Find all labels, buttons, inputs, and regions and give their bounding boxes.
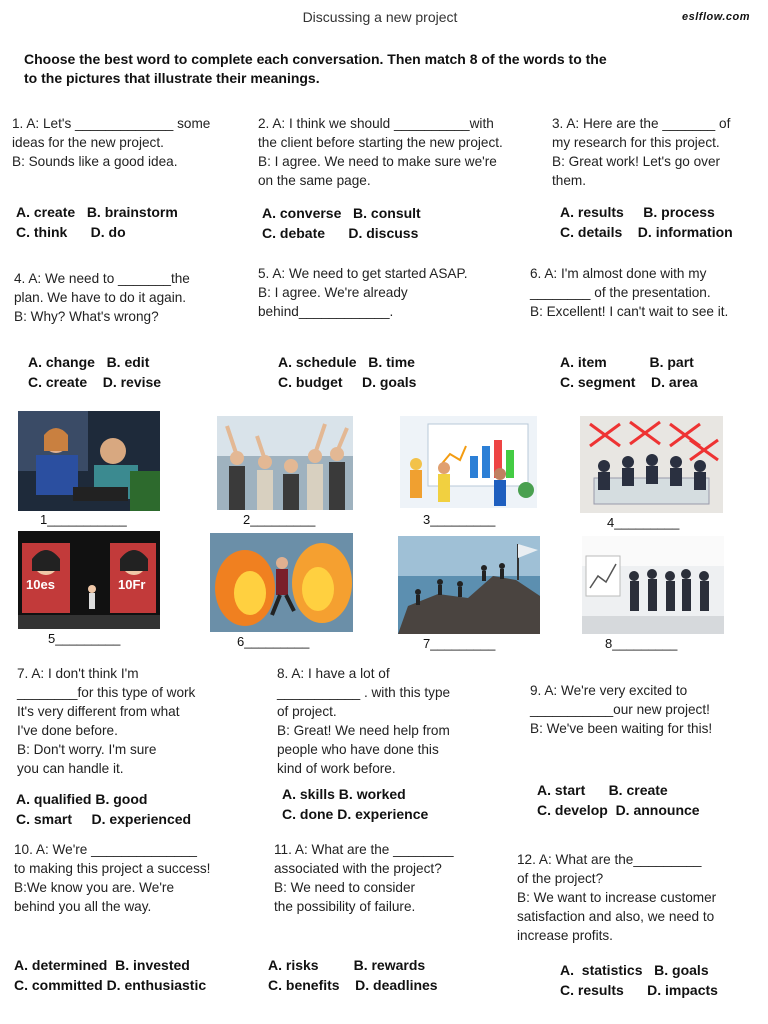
question-2-options: A. converse B. consult C. debate D. discuss — [262, 205, 421, 241]
page-title: Discussing a new project — [302, 9, 458, 25]
office-standing-icon — [582, 536, 724, 634]
laptop-team-icon — [18, 411, 160, 511]
question-10-text: 10. A: We're ______________ to making this project a success! B:We know you are. We're behind you all the way. — [14, 842, 211, 914]
svg-text:10es: 10es — [26, 577, 55, 592]
question-4-options: A. change B. edit C. create D. revise — [28, 354, 162, 390]
picture-2 — [217, 416, 353, 510]
question-1-text: 1. A: Let's _____________ some ideas for the new project. B: Sounds like a good idea. — [12, 116, 211, 169]
question-4-text: 4. A: We need to _______the plan. We have to do it again. B: Why? What's wrong? — [14, 271, 190, 324]
question-7-options: A. qualified B. good C. smart D. experienced — [16, 791, 192, 827]
presentation-chart-icon — [400, 416, 537, 508]
picture-2-label: 2_________ — [243, 512, 316, 527]
mountain-climb-icon — [398, 536, 540, 634]
planning-table-icon — [580, 416, 723, 513]
picture-8 — [582, 536, 724, 634]
picture-5 — [18, 531, 160, 629]
question-11-options: A. risks B. rewards C. benefits D. deadlines — [268, 957, 438, 993]
question-6-options: A. item B. part C. segment D. area — [560, 354, 698, 390]
picture-6-label: 6_________ — [237, 634, 310, 649]
question-8-options: A. skills B. worked C. done D. experience — [282, 786, 429, 822]
stage-speaker-icon — [18, 531, 160, 629]
picture-3 — [400, 416, 537, 508]
question-10-options: A. determined B. invested C. committed D. enthusiastic — [14, 957, 207, 993]
fire-jump-icon — [210, 533, 353, 632]
question-11-text: 11. A: What are the ________ associated with the project? B: We need to consider the possibility of failure. — [274, 842, 454, 914]
picture-3-label: 3_________ — [423, 512, 496, 527]
picture-4-label: 4_________ — [607, 515, 680, 530]
instructions — [24, 50, 724, 88]
picture-1 — [18, 411, 160, 511]
picture-1-label: 1___________ — [40, 512, 127, 527]
picture-7-label: 7_________ — [423, 636, 496, 651]
question-3-options: A. results B. process C. details D. information — [560, 204, 733, 240]
question-3-text: 3. A: Here are the _______ of my research for this project. B: Great work! Let's go over them. — [552, 116, 731, 188]
picture-8-label: 8_________ — [605, 636, 678, 651]
question-5-options: A. schedule B. time C. budget D. goals — [278, 354, 417, 390]
question-9-text: 9. A: We're very excited to ___________our new project! B: We've been waiting for this! — [530, 683, 713, 736]
picture-4 — [580, 416, 723, 513]
picture-6 — [210, 533, 353, 632]
svg-text:10Fr: 10Fr — [118, 577, 146, 592]
question-8-text: 8. A: I have a lot of ___________ . with this type of project. B: Great! We need help from people who have done this kind of work before. — [277, 666, 451, 776]
question-5-text: 5. A: We need to get started ASAP. B: I agree. We're already behind____________. — [258, 266, 468, 319]
celebration-icon — [217, 416, 353, 510]
picture-7 — [398, 536, 540, 634]
question-9-options: A. start B. create C. develop D. announce — [537, 782, 700, 818]
question-12-options: A. statistics B. goals C. results D. impacts — [560, 962, 718, 998]
instructions-text: Choose the best word to complete each conversation. Then match 8 of the words to the to the pictures that illustrate their meanings. — [24, 51, 607, 86]
question-12-text: 12. A: What are the_________ of the project? B: We want to increase customer satisfaction and also, we need to increase profits. — [517, 852, 717, 943]
picture-5-label: 5_________ — [48, 631, 121, 646]
question-1-options: A. create B. brainstorm C. think D. do — [16, 204, 178, 240]
question-2-text: 2. A: I think we should __________with the client before starting the new project. B: I agree. We need to make sure we're on the same page. — [258, 116, 503, 188]
brand-logo: eslflow.com — [682, 11, 751, 23]
question-7-text: 7. A: I don't think I'm ________for this type of work It's very different from what I've done before. B: Don't worry. I'm sure you can handle it. — [17, 666, 196, 776]
question-6-text: 6. A: I'm almost done with my ________ of the presentation. B: Excellent! I can't wait to see it. — [530, 266, 729, 319]
